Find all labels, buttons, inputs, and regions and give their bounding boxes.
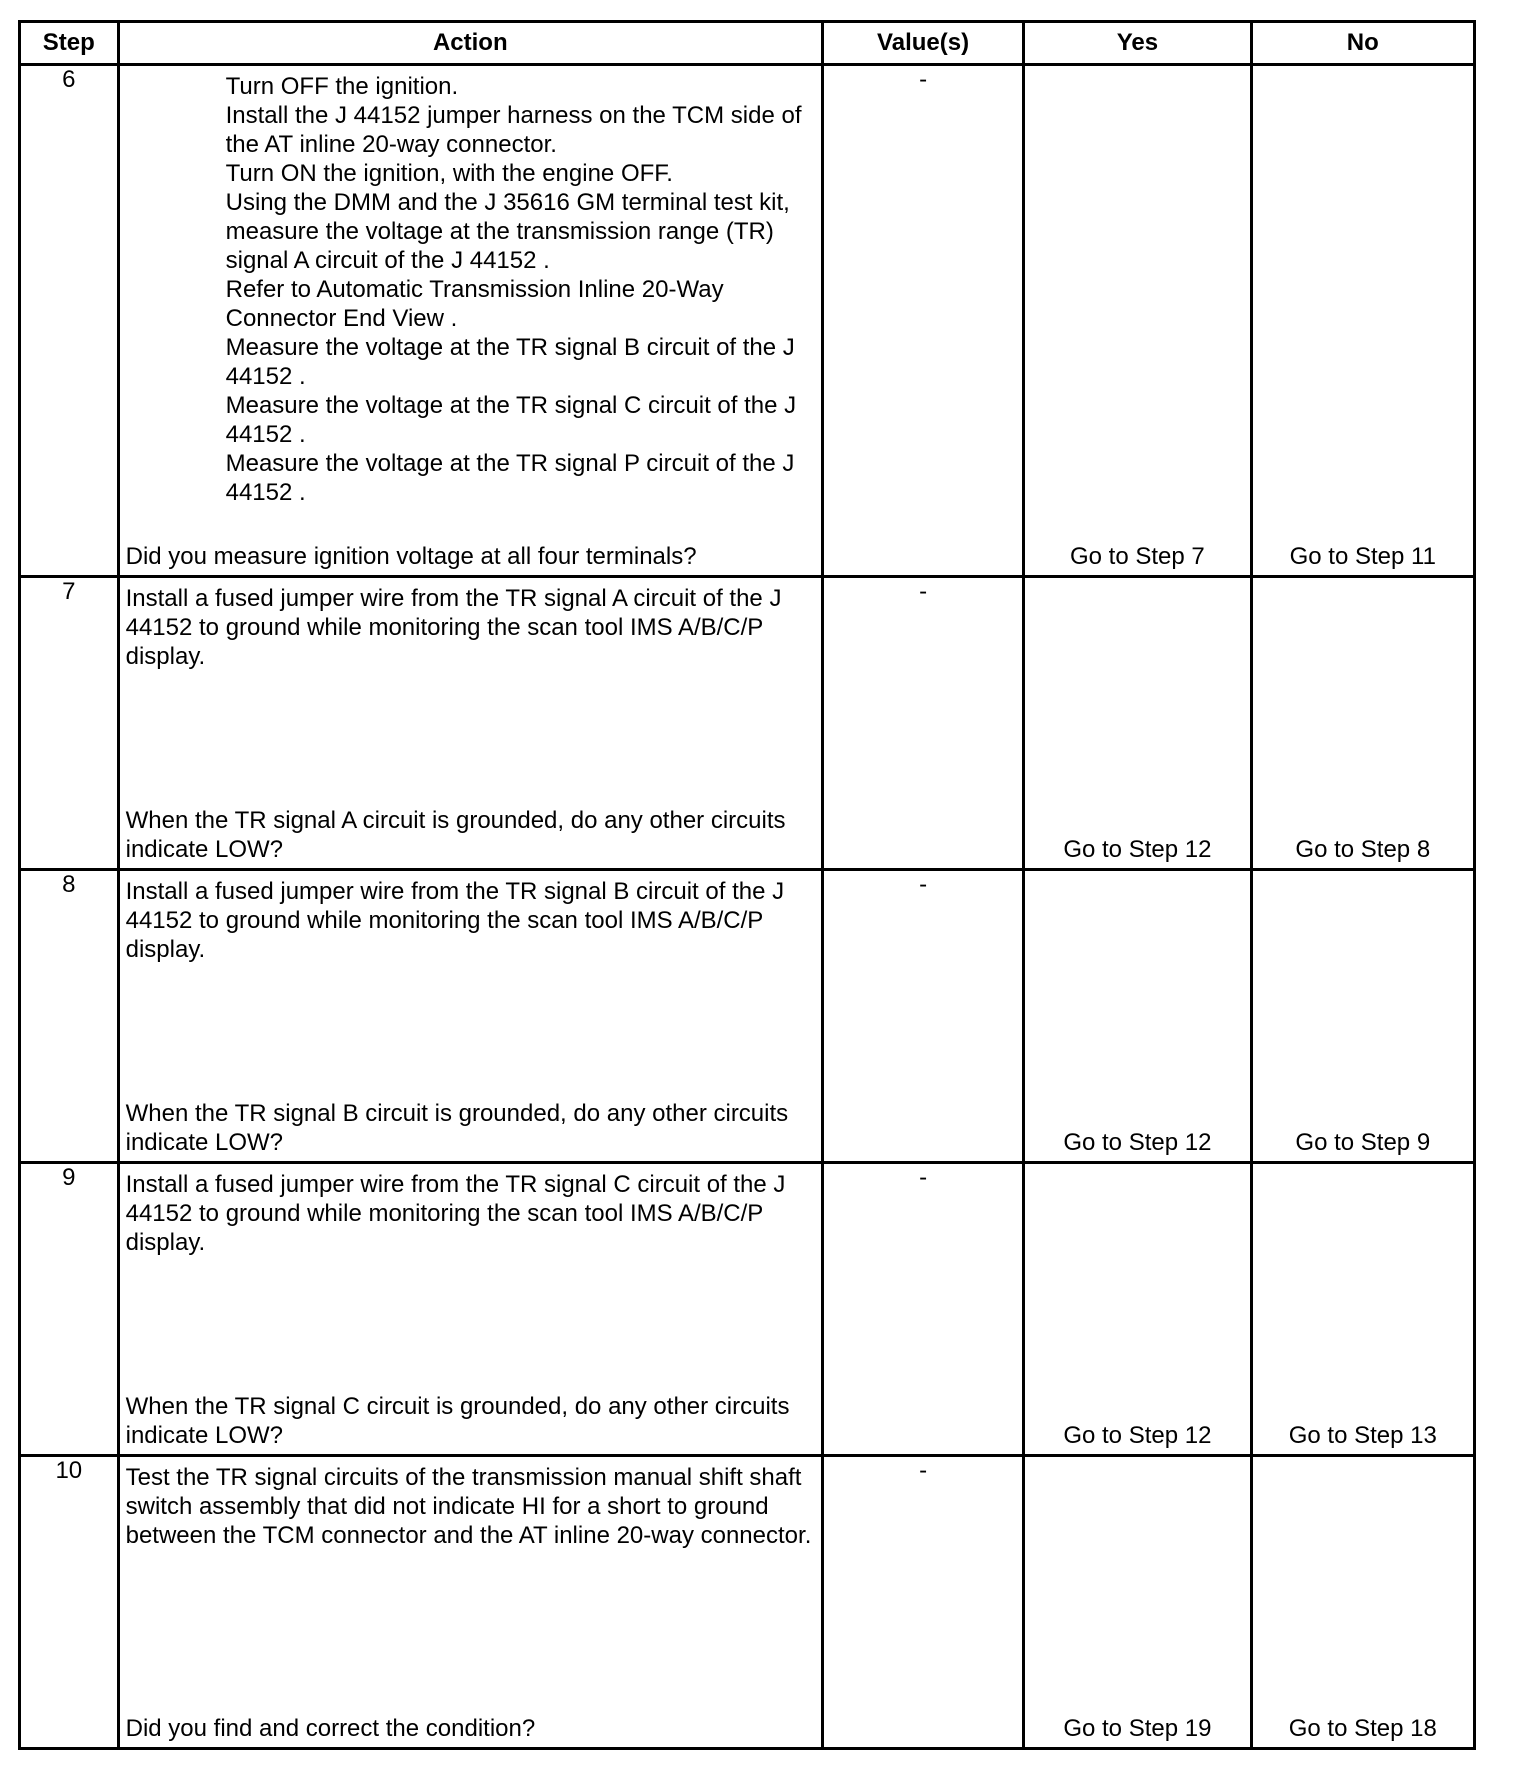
action-cell — [118, 1456, 822, 1749]
no-goto: Go to Step 18 — [1288, 1715, 1437, 1742]
no-cell — [1251, 577, 1474, 870]
value-cell: - — [822, 870, 1023, 1163]
action-cell — [118, 1163, 822, 1456]
instruction-list — [120, 66, 821, 507]
question-text: When the TR signal B circuit is grounded, do any other circuits indicate LOW? — [125, 1100, 789, 1156]
yes-goto: Go to Step 19 — [1063, 1715, 1212, 1742]
instruction-text: Test the TR signal circuits of the transmission manual shift shaft switch assembly that did not indicate HI for a short to ground between the TCM connector and the AT inline 20-way connector. — [125, 1464, 812, 1549]
action-cell — [118, 577, 822, 870]
step-number: 6 — [20, 65, 119, 577]
no-cell — [1251, 65, 1474, 577]
yes-goto: Go to Step 12 — [1063, 1129, 1212, 1156]
step-number: 9 — [20, 1163, 119, 1456]
table-row — [20, 870, 1475, 1163]
header-row — [20, 22, 1475, 65]
instruction-text: Install a fused jumper wire from the TR signal B circuit of the J 44152 to ground while monitoring the scan tool IMS A/B/C/P display. — [125, 878, 785, 963]
yes-goto: Go to Step 12 — [1063, 836, 1212, 863]
step-number: 8 — [20, 870, 119, 1163]
question-text: When the TR signal C circuit is grounded, do any other circuits indicate LOW? — [125, 1393, 790, 1449]
instruction-item: Measure the voltage at the TR signal C circuit of the J 44152 . — [225, 392, 797, 448]
yes-goto: Go to Step 7 — [1070, 543, 1205, 570]
question-text: Did you measure ignition voltage at all four terminals? — [125, 543, 697, 570]
table-row — [20, 577, 1475, 870]
instruction-item: Measure the voltage at the TR signal B circuit of the J 44152 . — [225, 334, 795, 390]
table-row — [20, 65, 1475, 577]
instruction-item: Turn ON the ignition, with the engine OFF. — [225, 160, 673, 187]
yes-cell — [1024, 65, 1251, 577]
instruction-text: Install a fused jumper wire from the TR signal A circuit of the J 44152 to ground while monitoring the scan tool IMS A/B/C/P display. — [125, 585, 782, 670]
instruction-item: Measure the voltage at the TR signal P circuit of the J 44152 . — [225, 450, 795, 506]
instruction-item: Turn OFF the ignition. — [225, 73, 459, 100]
no-cell — [1251, 1163, 1474, 1456]
question-text: When the TR signal A circuit is grounded, do any other circuits indicate LOW? — [125, 807, 786, 863]
question-text: Did you find and correct the condition? — [125, 1715, 536, 1742]
value-cell: - — [822, 577, 1023, 870]
yes-cell — [1024, 577, 1251, 870]
step-number: 10 — [20, 1456, 119, 1749]
table-row — [20, 1456, 1475, 1749]
instruction-item: Install the J 44152 jumper harness on the TCM side of the AT inline 20-way connector. — [225, 102, 802, 158]
no-cell — [1251, 1456, 1474, 1749]
instruction-text: Install a fused jumper wire from the TR signal C circuit of the J 44152 to ground while monitoring the scan tool IMS A/B/C/P display. — [125, 1171, 786, 1256]
yes-cell — [1024, 1163, 1251, 1456]
no-goto: Go to Step 11 — [1289, 543, 1436, 570]
no-goto: Go to Step 13 — [1288, 1422, 1437, 1449]
yes-cell — [1024, 1456, 1251, 1749]
header-yes: Yes — [1024, 22, 1251, 65]
value-cell: - — [822, 1163, 1023, 1456]
instruction-item: Using the DMM and the J 35616 GM terminal test kit, measure the voltage at the transmission range (TR) signal A circuit of the J 44152 . — [225, 189, 790, 274]
yes-cell — [1024, 870, 1251, 1163]
header-values: Value(s) — [822, 22, 1023, 65]
yes-goto: Go to Step 12 — [1063, 1422, 1212, 1449]
no-goto: Go to Step 8 — [1295, 836, 1431, 863]
value-cell: - — [822, 65, 1023, 577]
table-row — [20, 1163, 1475, 1456]
instruction-item: Refer to Automatic Transmission Inline 20-Way Connector End View . — [225, 276, 724, 332]
no-goto: Go to Step 9 — [1295, 1129, 1431, 1156]
header-step: Step — [20, 22, 119, 65]
diagnostic-table — [18, 20, 1476, 1750]
action-cell — [118, 870, 822, 1163]
step-number: 7 — [20, 577, 119, 870]
action-cell — [118, 65, 822, 577]
no-cell — [1251, 870, 1474, 1163]
header-no: No — [1251, 22, 1474, 65]
header-action: Action — [118, 22, 822, 65]
value-cell: - — [822, 1456, 1023, 1749]
